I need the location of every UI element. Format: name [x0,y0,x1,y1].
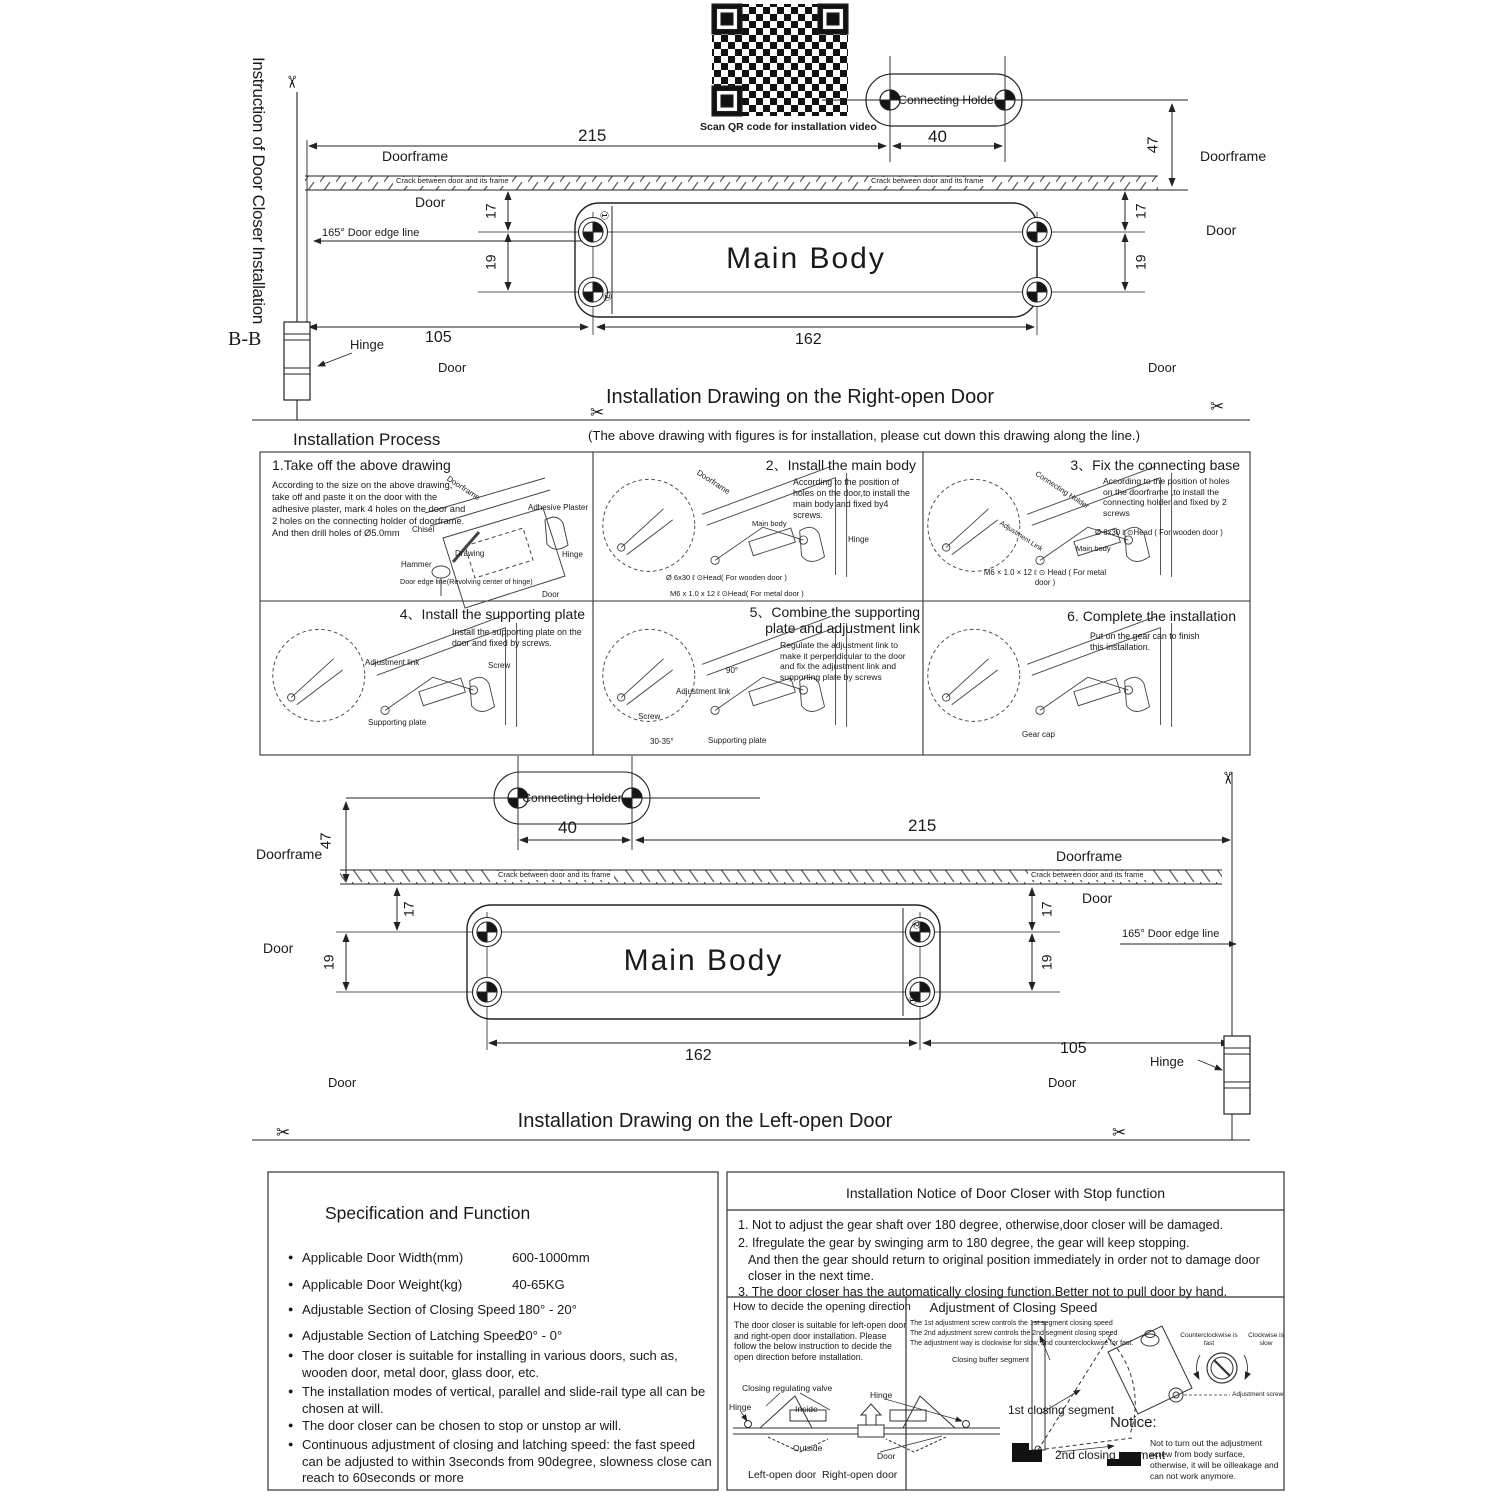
door-label: Door [1206,222,1237,238]
hinge-symbol [1224,1036,1250,1114]
hole-number-1: ① [597,210,610,221]
adhesive-plaster-label: Adhesive Plaster [528,503,589,512]
qr-caption: Scan QR code for installation video [700,121,877,133]
dim-162: 162 [795,331,822,348]
clockwise-label: Clockwise is slow [1248,1332,1284,1347]
spec-bullet: ● The installation modes of vertical, parallel and slide-rail type all can be chosen at will. [302,1384,714,1417]
dim-40: 40 [558,818,577,837]
scissors-icon: ✂ [282,74,302,90]
dim-17: 17 [482,203,499,220]
door-label: Door [1048,1075,1077,1090]
scissors-icon: ✂ [590,403,605,422]
door-edge-line-label: Door edge line(Revolving center of hinge) [400,577,533,586]
dim-40: 40 [928,127,947,146]
dim-162: 162 [685,1047,712,1064]
scissors-icon: ✂ [1218,770,1238,786]
closing-valve-label: Closing regulating valve [742,1383,833,1393]
outside-label: Outside [793,1443,823,1453]
drawing-label: Drawing [455,549,485,558]
step5-body: Regulate the adjustment link to make it perpendicular to the door and fix the adjustment link and supporting plate by screws [780,640,906,683]
supporting-plate-label: Supporting plate [708,736,767,745]
spec-bullet: ● Continuous adjustment of closing and latching speed: the fast speed can be adjusted to within 3seconds from 90degree, slowness close can reach to 60seconds or more [302,1437,714,1487]
dim-47: 47 [1144,136,1162,154]
door-edge-line-label: 165° Door edge line [1122,928,1220,940]
dim-19: 19 [320,954,337,971]
spec-row-value: 40-65KG [512,1277,565,1292]
hinge-symbol [284,322,310,400]
notice-line: 2. Ifregulate the gear by swinging arm to 180 degree, the gear will keep stopping. [738,1236,1190,1250]
notice-line: 3. The door closer has the automatically closing function.Better not to pull door by hand. [738,1285,1228,1299]
screw-spec-wood: Ø 6x30 ℓ ⊙Head( For wooden door ) [666,573,787,582]
gear-cap-label: Gear cap [1022,730,1055,739]
spec-bullet: ● The door closer can be chosen to stop or unstop ar will. [302,1418,714,1435]
left-open-caption: Installation Drawing on the Left-open Door [517,1110,893,1132]
speed-title: Adjustment of Closing Speed [929,1300,1098,1315]
dim-19: 19 [482,254,499,271]
screw-label: Screw [488,661,511,670]
crack-label: Crack between door and its frame [868,177,987,186]
hinge-label: Hinge [848,535,869,544]
step4-body: Install the supporting plate on the door and fixed by screws. [452,627,582,648]
screw-spec-wood: Ø 6x30 ℓ ⊙Head ( For wooden door ) [1095,528,1223,537]
process-heading: Installation Process [293,430,441,449]
main-body-label: Main body [1076,544,1111,553]
connecting-holder-label: Connecting Holder [522,791,622,805]
dim-17: 17 [1038,901,1055,918]
step5-title: 5、Combine the supporting plate and adjustment link [749,604,920,637]
door-label: Door [1148,360,1177,375]
hinge-label: Hinge [870,1390,893,1400]
side-title: Instruction of Door Closer Installation [249,57,268,325]
spec-row-label: ● Adjustable Section of Closing Speed [302,1302,515,1318]
step6-body: Put on the gear can to finish this installation. [1090,631,1200,652]
adjustment-screw-label: Adjustment screw [1232,1391,1284,1398]
right-open-door-caption: Right-open door [822,1469,898,1481]
hole-number-1: ① [905,995,918,1006]
angle-90-label: 90° [726,666,739,675]
dim-215: 215 [578,126,607,145]
left-open-door-caption: Left-open door [748,1469,817,1481]
hinge-label: Hinge [729,1402,752,1412]
step1-body: According to the size on the above drawing, take off and paste it on the door with the adhesive plaster, mark 4 holes on the door and 2 holes on the connecting holder of doorframe. And then drill holes of Ø5.0mm [272,480,466,539]
scissors-icon: ✂ [1112,1123,1127,1142]
main-body-label: Main body [752,519,787,528]
doorframe-label: Doorframe [445,474,482,503]
seg2-label: 2nd closing segment [1055,1448,1166,1462]
hinge-label: Hinge [350,337,384,352]
direction-diagram [733,1393,1000,1452]
spec-title: Specification and Function [325,1203,531,1223]
step3-title: 3、Fix the connecting base [1070,457,1240,473]
angle-30-35-label: 30-35° [650,737,674,746]
crack-label: Crack between door and its frame [393,177,512,186]
closing-buffer-label: Closing buffer segment [952,1355,1029,1364]
connecting-holder-label: Connecting Holder [898,93,998,107]
adjustment-link-label: Adjustment Link [998,520,1044,554]
inside-label: Inside [795,1404,818,1414]
door-label: Door [542,590,560,599]
speed-line: The adjustment way is clockwise for slow, and counterclockwise for fast. [910,1340,1134,1347]
spec-row-label: ● Adjustable Section of Latching Speed [302,1328,521,1344]
direction-body: The door closer is suitable for left-open door and right-open door installation. Please follow the below instruction to decide the open direction before installation. [734,1320,907,1363]
speed-notice-body: Not to turn out the adjustment screw from body surface, otherwise, it will be oilleakage and can not work anymore. [1150,1438,1279,1482]
hinge-label: Hinge [562,550,583,559]
dim-17: 17 [1132,203,1149,220]
screw-label: Screw [638,712,661,721]
step1-title: 1.Take off the above drawing [272,457,451,473]
scissors-icon: ✂ [1210,397,1225,416]
spec-row-value: 20° - 0° [518,1328,563,1343]
dim-19: 19 [1132,254,1149,271]
spec-row-label: ● Applicable Door Weight(kg) [302,1277,462,1293]
doorframe-label: Doorframe [1200,148,1267,164]
dim-105: 105 [425,329,452,346]
seg1-label: 1st closing segment [1008,1403,1115,1417]
dim-105: 105 [1060,1040,1087,1057]
door-label: Door [328,1075,357,1090]
main-body-label: Main Body [623,944,784,977]
chisel-label: Chisel [412,525,435,534]
dim-47: 47 [317,832,335,850]
speed-notice-title: Notice: [1110,1414,1157,1431]
spec-row-value: 600-1000mm [512,1250,590,1265]
adjustment-link-label: Adjustment link [365,658,420,667]
step2-title: 2、Install the main body [765,457,916,473]
spec-row-label: ● Applicable Door Width(mm) [302,1250,463,1266]
screw-spec-metal: M6 × 1.0 × 12 ℓ ⊙ Head ( For metal door ) [983,568,1107,587]
screw-spec-metal: M6 x 1.0 x 12 ℓ ⊙Head( For metal door ) [670,589,804,598]
process-note: (The above drawing with figures is for installation, please cut down this drawing along the line.) [588,428,1140,443]
crack-label: Crack between door and its frame [1028,871,1147,880]
right-open-drawing-art [252,4,1250,420]
dim-17: 17 [400,901,417,918]
notice-line: 1. Not to adjust the gear shaft over 180 degree, otherwise,door closer will be damaged. [738,1218,1224,1232]
door-edge-line-label: 165° Door edge line [322,227,420,239]
step3-body: According to the position of holes on the doorframe ,to install the connecting holder and fixed by 2 screws [1103,476,1230,519]
adjustment-link-label: Adjustment link [676,687,731,696]
hole-number-2: ② [600,291,613,302]
connecting-holder-label: Connecting Holder [1033,469,1091,511]
hinge-label: Hinge [1150,1054,1184,1069]
spec-bullet: ● The door closer is suitable for installing in various doors, such as, wooden door, metal door, glass door, etc. [302,1348,714,1381]
doorframe-label: Doorframe [1056,848,1123,864]
direction-title: How to decide the opening direction [733,1301,911,1313]
right-open-caption: Installation Drawing on the Right-open Door [606,386,994,408]
doorframe-label: Doorframe [382,148,449,164]
step6-title: 6. Complete the installation [1067,608,1236,624]
scissors-icon: ✂ [276,1123,291,1142]
crack-label: Crack between door and its frame [495,871,614,880]
door-label: Door [263,940,294,956]
adjustment-knob-sketch [1197,1353,1248,1383]
speed-line: The 1st adjustment screw controls the 1st segment closing speed [910,1320,1113,1327]
door-label: Door [877,1451,896,1461]
step4-title: 4、Install the supporting plate [399,606,585,622]
speed-line: The 2nd adjustment screw controls the 2nd segment closing speed [910,1330,1118,1337]
notice-title: Installation Notice of Door Closer with Stop function [845,1185,1166,1201]
door-label: Door [438,360,467,375]
spec-row-value: 180° - 20° [518,1302,577,1317]
step2-body: According to the position of holes on the door,to install the main body and fixed by4 screws. [793,477,910,520]
dim-215: 215 [908,816,937,835]
notice-line: And then the gear should return to original position immediately in order not to damage door closer in the next time. [748,1253,1260,1283]
supporting-plate-label: Supporting plate [368,718,427,727]
hole-number-2: ② [909,919,922,930]
hammer-label: Hammer [401,560,432,569]
counterclockwise-label: Counterclockwise is fast [1180,1332,1238,1347]
doorframe-label: Doorframe [256,846,323,862]
doorframe-label: Doorframe [695,468,732,497]
main-body-label: Main Body [726,242,886,275]
door-label: Door [1082,890,1113,906]
dim-19: 19 [1038,954,1055,971]
section-label-bb: B-B [228,328,262,350]
door-label: Door [415,194,446,210]
